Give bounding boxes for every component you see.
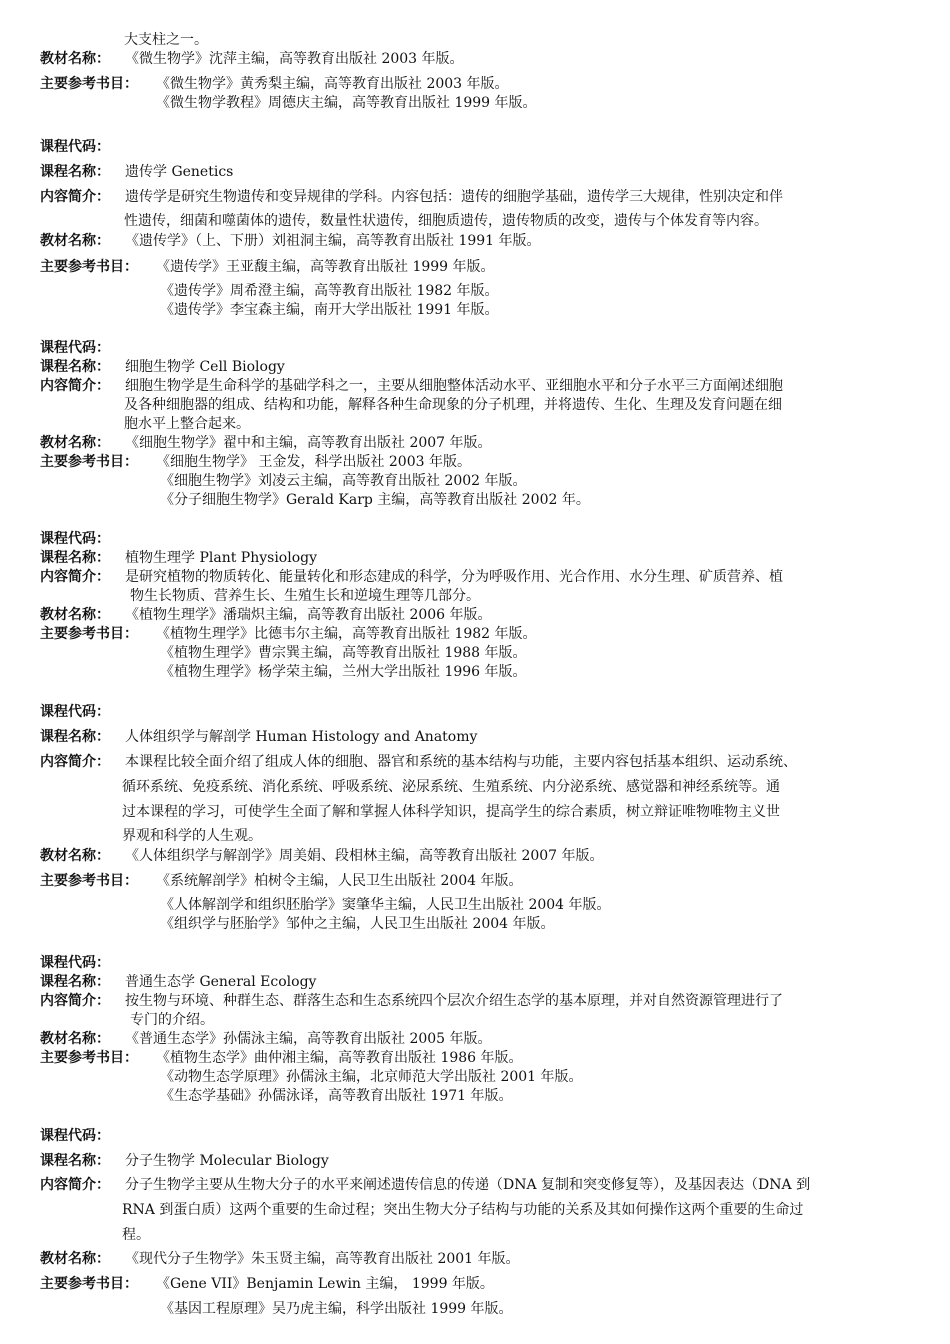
course-intro-text: 胞水平上整合起来。 bbox=[124, 416, 250, 432]
ref-item: 《组织学与胚胎学》邹仲之主编，人民卫生出版社 2004 年版。 bbox=[160, 916, 555, 932]
textbook-label: 教材名称： bbox=[40, 1031, 110, 1047]
ref-item: 《植物生理学》杨学荣主编，兰州大学出版社 1996 年版。 bbox=[160, 664, 527, 680]
textbook-value: 《细胞生物学》翟中和主编，高等教育出版社 2007 年版。 bbox=[125, 435, 492, 451]
refs-label: 主要参考书目： bbox=[40, 76, 138, 92]
ref-item: 《人体解剖学和组织胚胎学》窦肇华主编，人民卫生出版社 2004 年版。 bbox=[160, 897, 611, 913]
course-intro-label: 内容简介： bbox=[40, 569, 110, 585]
course-intro-text: 遗传学是研究生物遗传和变异规律的学科。内容包括：遗传的细胞学基础，遗传学三大规律，性别决定和伴 bbox=[125, 189, 783, 205]
course-intro-text: 性遗传，细菌和噬菌体的遗传，数量性状遗传，细胞质遗传，遗传物质的改变，遗传与个体发育等内容。 bbox=[124, 213, 768, 229]
textbook-label: 教材名称： bbox=[40, 233, 110, 249]
course-name-label: 课程名称： bbox=[40, 359, 110, 375]
ref-item: 《分子细胞生物学》Gerald Karp 主编，高等教育出版社 2002 年。 bbox=[160, 492, 590, 508]
textbook-label: 教材名称： bbox=[40, 848, 110, 864]
ref-item: 《植物生理学》曹宗巽主编，高等教育出版社 1988 年版。 bbox=[160, 645, 527, 661]
course-intro-text: 界观和科学的人生观。 bbox=[122, 828, 262, 844]
refs-label: 主要参考书目： bbox=[40, 1050, 138, 1066]
course-code-label: 课程代码： bbox=[40, 531, 110, 547]
course-code-label: 课程代码： bbox=[40, 139, 110, 155]
ref-item: 《遗传学》周希澄主编，高等教育出版社 1982 年版。 bbox=[160, 283, 499, 299]
course-name-label: 课程名称： bbox=[40, 164, 110, 180]
refs-label: 主要参考书目： bbox=[40, 454, 138, 470]
ref-item: 《微生物学教程》周德庆主编，高等教育出版社 1999 年版。 bbox=[156, 95, 537, 111]
ref-item: 《遗传学》王亚馥主编，高等教育出版社 1999 年版。 bbox=[156, 259, 495, 275]
textbook-value: 《微生物学》沈萍主编，高等教育出版社 2003 年版。 bbox=[125, 51, 464, 67]
course-intro-text: RNA 到蛋白质）这两个重要的生命过程；突出生物大分子结构与功能的关系及其如何操作这两个重要的生命过 bbox=[122, 1202, 804, 1218]
ref-item: 《植物生理学》比德韦尔主编，高等教育出版社 1982 年版。 bbox=[156, 626, 537, 642]
ref-item: 《动物生态学原理》孙儒泳主编，北京师范大学出版社 2001 年版。 bbox=[160, 1069, 583, 1085]
course-name-label: 课程名称： bbox=[40, 974, 110, 990]
course-intro-label: 内容简介： bbox=[40, 754, 110, 770]
course-intro-text: 专门的介绍。 bbox=[130, 1012, 214, 1028]
course-intro-label: 内容简介： bbox=[40, 1177, 110, 1193]
refs-label: 主要参考书目： bbox=[40, 259, 138, 275]
course-intro-text: 按生物与环境、种群生态、群落生态和生态系统四个层次介绍生态学的基本原理，并对自然资源管理进行了 bbox=[125, 993, 783, 1009]
course-code-label: 课程代码： bbox=[40, 955, 110, 971]
course-name-value: 人体组织学与解剖学 Human Histology and Anatomy bbox=[125, 729, 478, 745]
course-code-label: 课程代码： bbox=[40, 704, 110, 720]
ref-item: 《细胞生物学》 王金发，科学出版社 2003 年版。 bbox=[156, 454, 471, 470]
course-intro-text: 物生长物质、营养生长、生殖生长和逆境生理等几部分。 bbox=[130, 588, 480, 604]
ref-item: 《遗传学》李宝森主编，南开大学出版社 1991 年版。 bbox=[160, 302, 499, 318]
textbook-value: 《现代分子生物学》朱玉贤主编，高等教育出版社 2001 年版。 bbox=[125, 1251, 520, 1267]
ref-item: 《Gene VII》Benjamin Lewin 主编， 1999 年版。 bbox=[156, 1276, 494, 1292]
course-intro-text: 及各种细胞器的组成、结构和功能，解释各种生命现象的分子机理，并将遗传、生化、生理及发育问题在细 bbox=[124, 397, 782, 413]
course-name-value: 植物生理学 Plant Physiology bbox=[125, 550, 318, 566]
refs-label: 主要参考书目： bbox=[40, 626, 138, 642]
textbook-label: 教材名称： bbox=[40, 51, 110, 67]
refs-label: 主要参考书目： bbox=[40, 873, 138, 889]
course-name-label: 课程名称： bbox=[40, 1153, 110, 1169]
textbook-label: 教材名称： bbox=[40, 1251, 110, 1267]
textbook-label: 教材名称： bbox=[40, 435, 110, 451]
course-name-value: 遗传学 Genetics bbox=[125, 164, 234, 180]
textbook-value: 《遗传学》（上、下册）刘祖洞主编，高等教育出版社 1991 年版。 bbox=[125, 233, 541, 249]
textbook-value: 《植物生理学》潘瑞炽主编，高等教育出版社 2006 年版。 bbox=[125, 607, 492, 623]
textbook-label: 教材名称： bbox=[40, 607, 110, 623]
course-intro-text: 本课程比较全面介绍了组成人体的细胞、器官和系统的基本结构与功能，主要内容包括基本组织、运动系统、 bbox=[125, 754, 797, 770]
course-intro-text: 细胞生物学是生命科学的基础学科之一，主要从细胞整体活动水平、亚细胞水平和分子水平三方面阐述细胞 bbox=[125, 378, 783, 394]
course-intro-text: 程。 bbox=[122, 1227, 150, 1243]
textbook-value: 《普通生态学》孙儒泳主编，高等教育出版社 2005 年版。 bbox=[125, 1031, 492, 1047]
course-intro-text: 是研究植物的物质转化、能量转化和形态建成的科学，分为呼吸作用、光合作用、水分生理、矿质营养、植 bbox=[125, 569, 783, 585]
course-name-value: 普通生态学 General Ecology bbox=[125, 974, 317, 990]
course-intro-text: 分子生物学主要从生物大分子的水平来阐述遗传信息的传递（DNA 复制和突变修复等），及基因表达（DNA 到 bbox=[125, 1177, 811, 1193]
ref-item: 《基因工程原理》吴乃虎主编，科学出版社 1999 年版。 bbox=[160, 1301, 513, 1317]
course-name-label: 课程名称： bbox=[40, 729, 110, 745]
course-name-value: 分子生物学 Molecular Biology bbox=[125, 1153, 329, 1169]
course-intro-label: 内容简介： bbox=[40, 189, 110, 205]
continuation-text: 大支柱之一。 bbox=[124, 32, 208, 48]
ref-item: 《微生物学》黄秀梨主编，高等教育出版社 2003 年版。 bbox=[156, 76, 509, 92]
ref-item: 《系统解剖学》柏树令主编，人民卫生出版社 2004 年版。 bbox=[156, 873, 523, 889]
course-intro-label: 内容简介： bbox=[40, 993, 110, 1009]
ref-item: 《生态学基础》孙儒泳译，高等教育出版社 1971 年版。 bbox=[160, 1088, 513, 1104]
ref-item: 《细胞生物学》刘凌云主编，高等教育出版社 2002 年版。 bbox=[160, 473, 527, 489]
course-intro-label: 内容简介： bbox=[40, 378, 110, 394]
course-intro-text: 循环系统、免疫系统、消化系统、呼吸系统、泌尿系统、生殖系统、内分泌系统、感觉器和神经系统等。通 bbox=[122, 779, 780, 795]
course-name-label: 课程名称： bbox=[40, 550, 110, 566]
textbook-value: 《人体组织学与解剖学》周美娟、段相林主编，高等教育出版社 2007 年版。 bbox=[125, 848, 604, 864]
course-code-label: 课程代码： bbox=[40, 1128, 110, 1144]
course-name-value: 细胞生物学 Cell Biology bbox=[125, 359, 285, 375]
refs-label: 主要参考书目： bbox=[40, 1276, 138, 1292]
course-intro-text: 过本课程的学习，可使学生全面了解和掌握人体科学知识，提高学生的综合素质，树立辩证唯物唯物主义世 bbox=[122, 804, 780, 820]
ref-item: 《植物生态学》曲仲湘主编，高等教育出版社 1986 年版。 bbox=[156, 1050, 523, 1066]
course-code-label: 课程代码： bbox=[40, 340, 110, 356]
